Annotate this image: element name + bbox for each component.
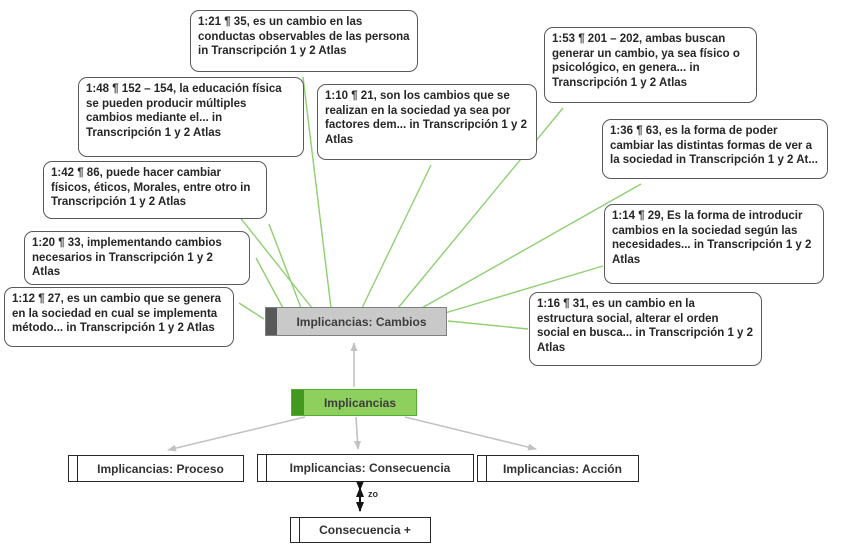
quotation-node[interactable]: 1:36 ¶ 63, es la forma de poder cambiar las distintas formas de ver a la sociedad in Transcripción 1 y 2 At... bbox=[602, 119, 828, 179]
code-node-implicancias[interactable] bbox=[291, 389, 417, 416]
code-node-consecuencia-plus[interactable] bbox=[290, 517, 431, 543]
quotation-node[interactable]: 1:53 ¶ 201 – 202, ambas buscan generar un cambio, ya sea físico o psicológico, en genera... in Transcripción 1 y 2 Atlas bbox=[544, 27, 757, 103]
code-color-bar bbox=[291, 518, 300, 542]
quotation-node[interactable]: 1:20 ¶ 33, implementando cambios necesarios in Transcripción 1 y 2 Atlas bbox=[24, 231, 250, 285]
quotation-node[interactable]: 1:21 ¶ 35, es un cambio en las conductas observables de las persona in Transcripción 1 y 2 Atlas bbox=[190, 10, 418, 72]
code-node-implicancias-cambios[interactable] bbox=[265, 307, 447, 336]
code-node-implicancias-accion[interactable] bbox=[477, 455, 639, 482]
quotation-node[interactable]: 1:10 ¶ 21, son los cambios que se realizan en la sociedad ya sea por factores dem... in Transcripción 1 y 2 Atlas bbox=[317, 84, 537, 160]
code-label: Implicancias: Cambios bbox=[296, 314, 427, 329]
code-node-implicancias-proceso[interactable] bbox=[68, 455, 244, 482]
relation-label: zo bbox=[368, 489, 378, 499]
code-color-bar bbox=[258, 455, 267, 481]
code-color-bar bbox=[292, 390, 304, 415]
quotation-node[interactable]: 1:14 ¶ 29, Es la forma de introducir cambios en la sociedad según las necesidades... in Transcripción 1 y 2 Atlas bbox=[604, 204, 824, 284]
code-label: Consecuencia + bbox=[319, 523, 411, 537]
code-node-implicancias-consecuencia[interactable] bbox=[257, 454, 474, 482]
code-label: Implicancias: Consecuencia bbox=[289, 461, 451, 475]
code-color-bar bbox=[478, 456, 487, 481]
quotation-node[interactable]: 1:48 ¶ 152 – 154, la educación física se pueden producir múltiples cambios mediante el... in Transcripción 1 y 2 Atlas bbox=[78, 77, 304, 157]
code-color-bar bbox=[266, 308, 277, 335]
code-label: Implicancias bbox=[323, 395, 397, 410]
code-label: Implicancias: Proceso bbox=[97, 461, 224, 476]
quotation-node[interactable]: 1:16 ¶ 31, es un cambio en la estructura social, alterar el orden social en busca... in Transcripción 1 y 2 Atlas bbox=[529, 292, 762, 366]
quotation-node[interactable]: 1:42 ¶ 86, puede hacer cambiar físicos, éticos, Morales, entre otro in Transcripción 1 y 2 Atlas bbox=[43, 161, 267, 219]
code-color-bar bbox=[69, 456, 78, 481]
code-label: Implicancias: Acción bbox=[503, 461, 622, 476]
quotation-node[interactable]: 1:12 ¶ 27, es un cambio que se genera en la sociedad en cual se implementa método... in Transcripción 1 y 2 Atlas bbox=[4, 287, 234, 347]
